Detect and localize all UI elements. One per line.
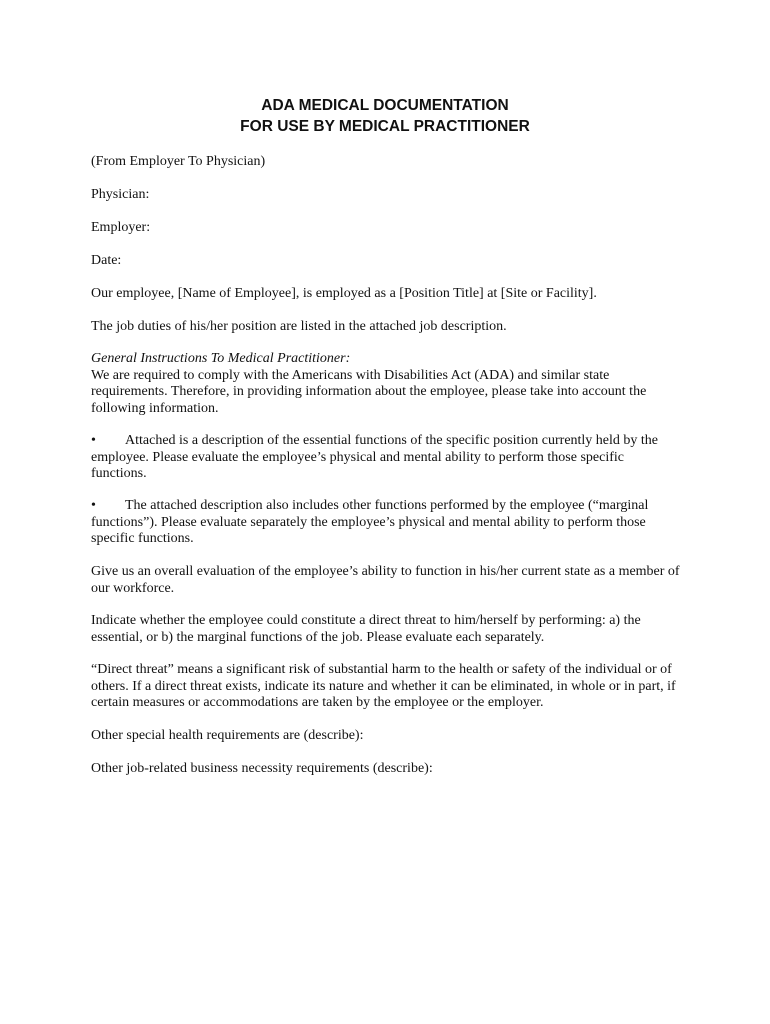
definition-line-2: others. If a direct threat exists, indicate its nature and whether it can be eliminated, in whole or in part, if	[91, 678, 676, 694]
instructions-line-3: following information.	[91, 400, 219, 416]
direct-threat-definition	[91, 662, 691, 712]
direct-threat-paragraph	[91, 613, 691, 646]
bullet-icon: •	[91, 433, 96, 448]
bullet-2-line-2: functions”). Please evaluate separately the employee’s physical and mental ability to perform those	[91, 514, 646, 530]
threat-line-2: essential, or b) the marginal functions of the job. Please evaluate each separately.	[91, 629, 545, 645]
instructions-line-1: We are required to comply with the Americans with Disabilities Act (ADA) and similar state	[91, 367, 610, 383]
document-title	[0, 95, 770, 137]
bullet-1-line-2: employee. Please evaluate the employee’s physical and mental ability to perform those specific	[91, 449, 624, 465]
job-duties-statement: The job duties of his/her position are listed in the attached job description.	[91, 319, 507, 334]
other-business-requirements: Other job-related business necessity requirements (describe):	[91, 761, 433, 776]
bullet-2-line-1	[91, 498, 691, 515]
other-health-requirements: Other special health requirements are (describe):	[91, 728, 364, 743]
overall-line-2: our workforce.	[91, 580, 175, 596]
bullet-1-line-1	[91, 433, 691, 450]
bullet-1-text: Attached is a description of the essential functions of the specific position currently held by the	[125, 433, 659, 448]
bullet-icon: •	[91, 498, 96, 513]
definition-line-3: certain measures or accommodations are taken by the employee or the employer.	[91, 695, 544, 710]
from-line: (From Employer To Physician)	[91, 154, 266, 169]
instructions-heading: General Instructions To Medical Practitioner:	[91, 351, 351, 366]
threat-line-1: Indicate whether the employee could constitute a direct threat to him/herself by performing: a) the	[91, 613, 641, 628]
bullet-1-line-3: functions.	[91, 466, 147, 481]
bullet-marginal-functions	[91, 498, 691, 548]
instructions-section	[91, 351, 691, 417]
physician-label: Physician:	[91, 187, 150, 202]
overall-line-1: Give us an overall evaluation of the employee’s ability to function in his/her current state as a member of	[91, 564, 680, 579]
employer-label: Employer:	[91, 220, 151, 235]
employee-statement: Our employee, [Name of Employee], is employed as a [Position Title] at [Site or Facility].	[91, 286, 597, 301]
bullet-essential-functions	[91, 433, 691, 483]
definition-line-1: “Direct threat” means a significant risk of substantial harm to the health or safety of the individual or of	[91, 662, 672, 677]
bullet-2-line-3: specific functions.	[91, 531, 194, 546]
title-line-2: FOR USE BY MEDICAL PRACTITIONER	[240, 118, 530, 135]
instructions-line-2: requirements. Therefore, in providing information about the employee, please take into account the	[91, 384, 647, 399]
overall-evaluation-paragraph	[91, 564, 691, 597]
title-line-1: ADA MEDICAL DOCUMENTATION	[261, 97, 509, 114]
bullet-2-text: The attached description also includes other functions performed by the employee (“marginal	[125, 498, 649, 513]
date-label: Date:	[91, 253, 122, 268]
